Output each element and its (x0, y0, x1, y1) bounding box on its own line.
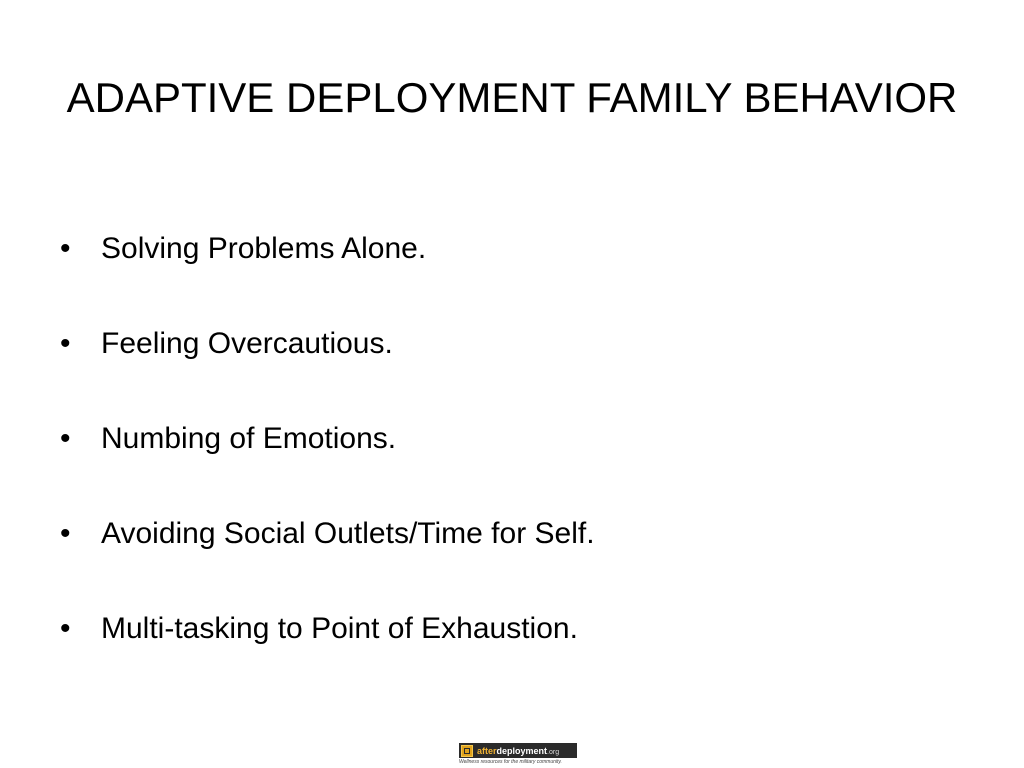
bullet-icon: • (60, 517, 71, 550)
bullet-text: Multi-tasking to Point of Exhaustion. (101, 612, 578, 645)
bullet-text: Avoiding Social Outlets/Time for Self. (101, 517, 595, 550)
bullet-text: Solving Problems Alone. (101, 232, 427, 265)
afterdeployment-logo (459, 743, 577, 767)
list-item (60, 507, 980, 602)
list-item (60, 602, 980, 697)
logo-name: deployment (496, 745, 548, 756)
logo-mark-icon (461, 745, 473, 757)
bullet-text: Feeling Overcautious. (101, 327, 393, 360)
bullet-list (60, 222, 980, 697)
slide-title: ADAPTIVE DEPLOYMENT FAMILY BEHAVIOR (66, 74, 958, 121)
list-item (60, 317, 980, 412)
bullet-icon: • (60, 327, 71, 360)
list-item (60, 222, 980, 317)
bullet-icon: • (60, 232, 71, 265)
bullet-text: Numbing of Emotions. (101, 422, 397, 455)
logo-tagline: Wellness resources for the military community. (459, 759, 562, 765)
bullet-icon: • (60, 612, 71, 645)
bullet-icon: • (60, 422, 71, 455)
logo-bar (459, 743, 577, 758)
logo-prefix: after (477, 745, 497, 756)
list-item (60, 412, 980, 507)
logo-wordmark (477, 746, 559, 756)
logo-tld: .org (547, 748, 560, 756)
